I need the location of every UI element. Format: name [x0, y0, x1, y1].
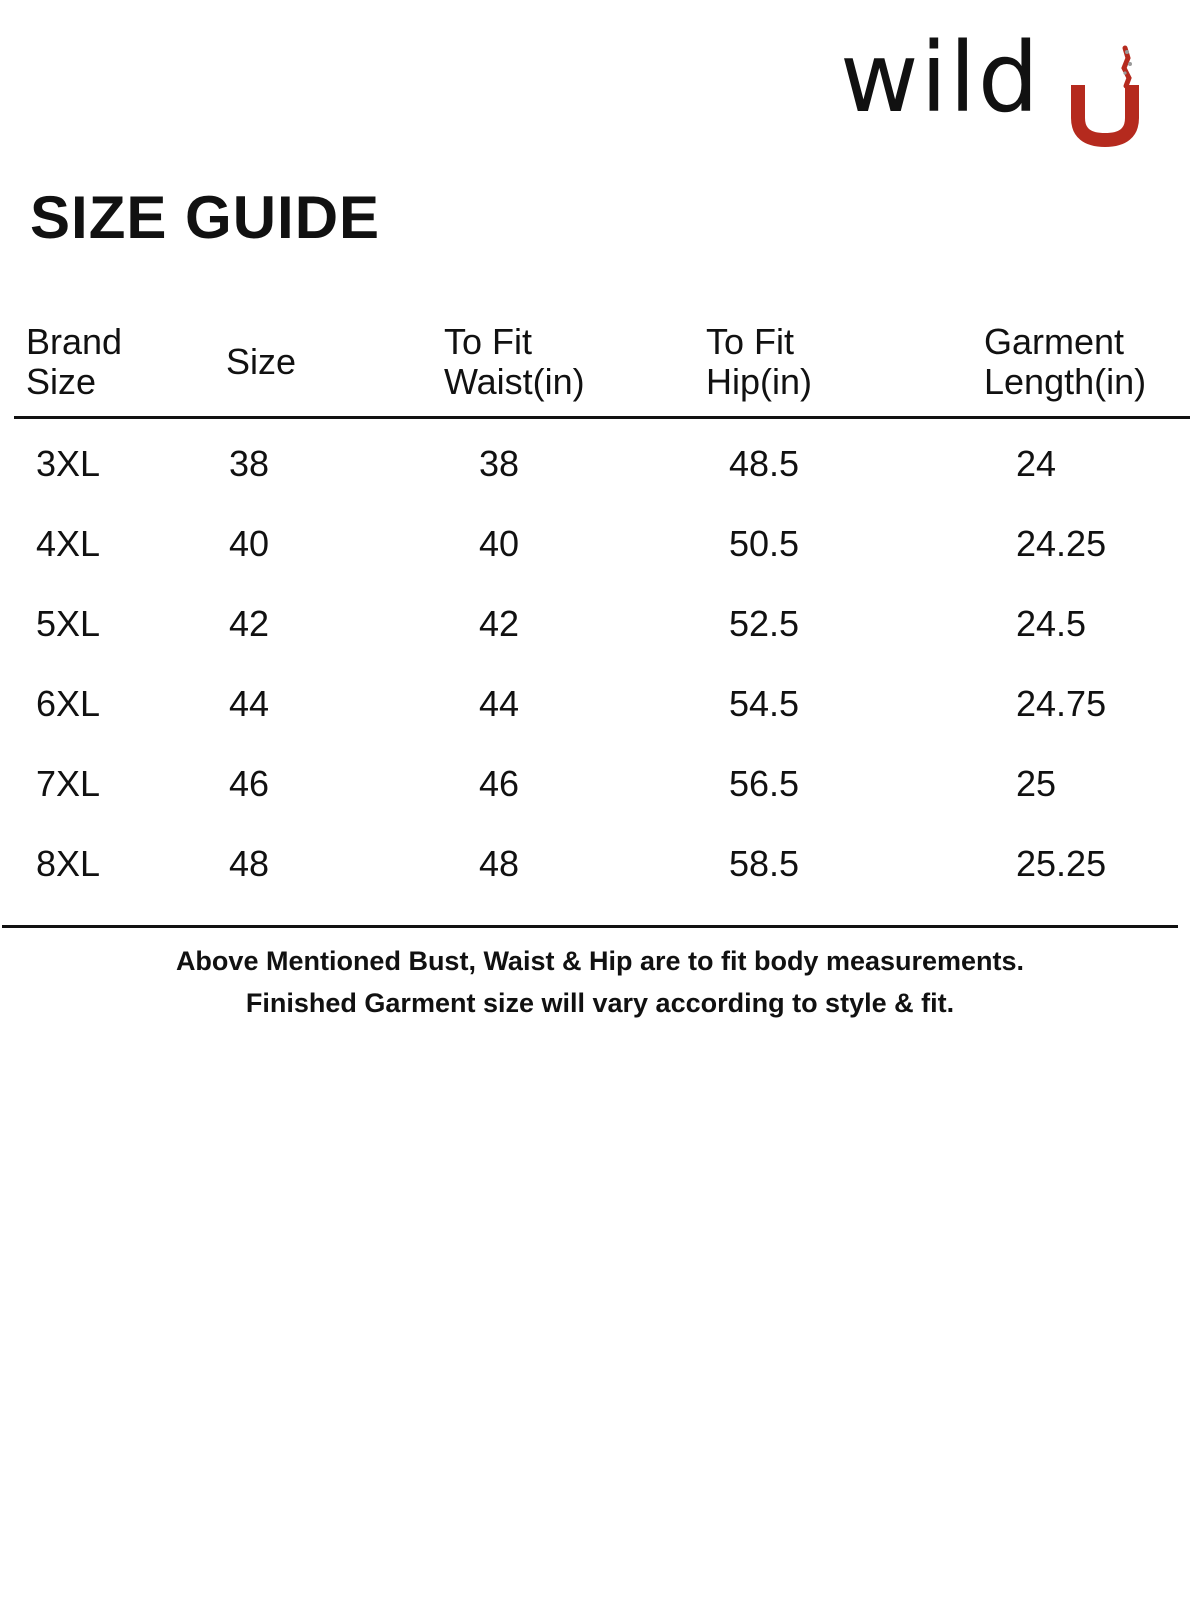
cell-size: 42	[229, 603, 270, 644]
header-brand-size-line1: Brand	[26, 321, 123, 362]
page-title: SIZE GUIDE	[30, 184, 381, 251]
header-hip-line1: To Fit	[706, 321, 795, 362]
header-length	[984, 322, 1146, 402]
logo-wordmark: wild	[840, 22, 1041, 134]
header-brand-size-line2: Size	[26, 361, 97, 402]
table-bottom-divider	[2, 925, 1178, 928]
cell-size: 44	[229, 683, 270, 724]
cell-brand-size: 5XL	[36, 603, 101, 644]
cell-size: 48	[229, 843, 270, 884]
cell-waist: 42	[479, 603, 520, 644]
cell-hip: 56.5	[729, 763, 800, 804]
cell-size: 40	[229, 523, 270, 564]
cell-hip: 58.5	[729, 843, 800, 884]
brand-logo	[840, 22, 1140, 145]
table-row	[14, 664, 1190, 744]
cell-brand-size: 7XL	[36, 763, 101, 804]
header-length-line1: Garment	[984, 321, 1125, 362]
table-row	[14, 504, 1190, 584]
cell-hip: 52.5	[729, 603, 800, 644]
cell-waist: 46	[479, 763, 520, 804]
header-size-label: Size	[226, 341, 297, 382]
table-row	[14, 584, 1190, 664]
cell-hip: 50.5	[729, 523, 800, 564]
header-waist-line1: To Fit	[444, 321, 533, 362]
cell-length: 24.75	[1016, 683, 1107, 724]
cell-brand-size: 8XL	[36, 843, 101, 884]
header-length-line2: Length(in)	[984, 361, 1147, 402]
table-row	[14, 424, 1190, 504]
cell-hip: 54.5	[729, 683, 800, 724]
cell-brand-size: 4XL	[36, 523, 101, 564]
cell-brand-size: 6XL	[36, 683, 101, 724]
cell-length: 25	[1016, 763, 1057, 804]
cell-brand-size: 3XL	[36, 443, 101, 484]
footnote-measurements: Above Mentioned Bust, Waist & Hip are to fit body measurements.	[175, 946, 1025, 976]
cell-waist: 38	[479, 443, 520, 484]
header-size	[226, 342, 296, 382]
cell-length: 24.25	[1016, 523, 1107, 564]
header-waist	[444, 322, 585, 402]
cell-size: 46	[229, 763, 270, 804]
cell-length: 24.5	[1016, 603, 1087, 644]
cell-waist: 40	[479, 523, 520, 564]
footnote-finished-garment: Finished Garment size will vary according to style & fit.	[245, 988, 955, 1018]
cell-waist: 48	[479, 843, 520, 884]
header-hip-line2: Hip(in)	[706, 361, 813, 402]
wild-u-logo-icon	[1070, 40, 1140, 150]
header-divider	[14, 416, 1190, 419]
cell-waist: 44	[479, 683, 520, 724]
header-waist-line2: Waist(in)	[444, 361, 585, 402]
cell-size: 38	[229, 443, 270, 484]
table-row	[14, 744, 1190, 824]
cell-length: 24	[1016, 443, 1057, 484]
table-row	[14, 824, 1190, 904]
table-header-row	[14, 300, 1190, 420]
cell-length: 25.25	[1016, 843, 1107, 884]
header-hip	[706, 322, 812, 402]
header-brand-size	[26, 322, 122, 402]
cell-hip: 48.5	[729, 443, 800, 484]
